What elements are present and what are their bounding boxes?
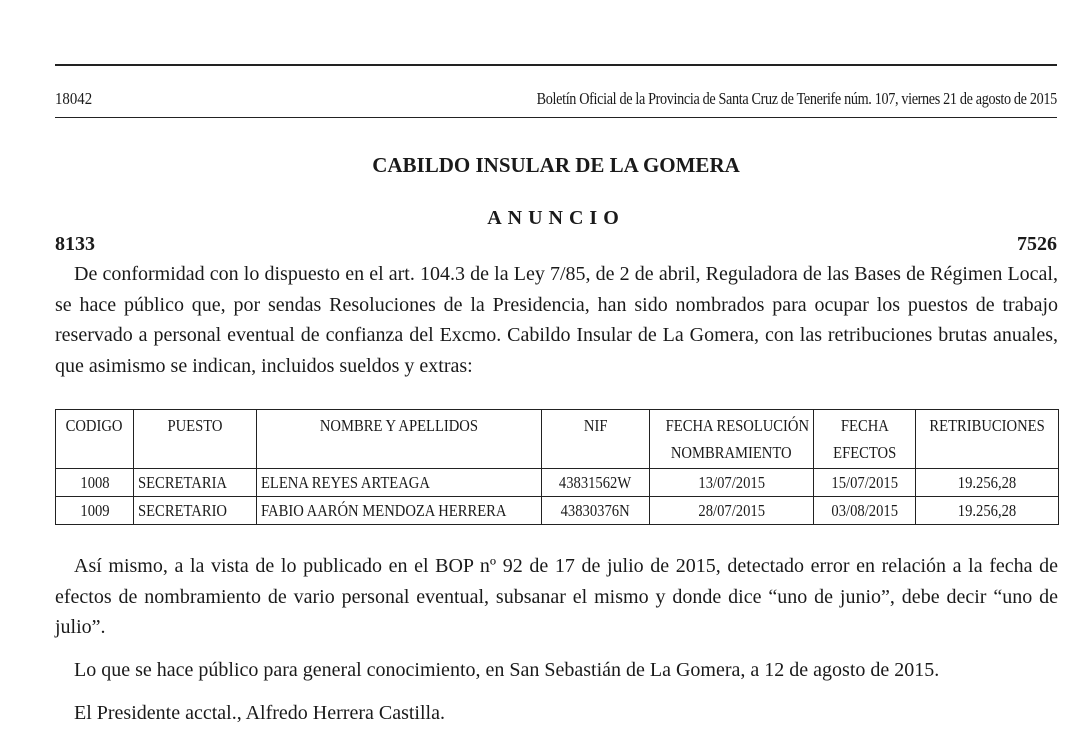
cell-nombre: ELENA REYES ARTEAGA bbox=[257, 469, 542, 497]
cell-codigo: 1008 bbox=[56, 469, 134, 497]
cell-fecha-efectos: 03/08/2015 bbox=[814, 497, 916, 525]
cell-fecha-efectos: 15/07/2015 bbox=[814, 469, 916, 497]
reference-left: 8133 bbox=[55, 233, 95, 255]
header-bottom-rule bbox=[55, 117, 1057, 118]
signature-line: El Presidente acctal., Alfredo Herrera Castilla. bbox=[74, 702, 445, 724]
header-nif: NIF bbox=[542, 410, 650, 469]
cell-nif: 43830376N bbox=[542, 497, 650, 525]
organization-title: CABILDO INSULAR DE LA GOMERA bbox=[372, 153, 740, 177]
cell-retribuciones: 19.256,28 bbox=[916, 497, 1059, 525]
intro-paragraph: De conformidad con lo dispuesto en el art. 104.3 de la Ley 7/85, de 2 de abril, Reguladora de las Bases de Régimen Local, se hace público que, por sendas Resoluciones de la Presidencia, han sido nombrados para ocupar los puestos de trabajo reservado a personal eventual de confianza del Excmo. Cabildo Insular de La Gomera, con las retribuciones brutas anuales, que asimismo se indican, incluidos sueldos y extras: bbox=[55, 263, 1058, 377]
table-row bbox=[56, 469, 1059, 497]
header-fecha-efectos: FECHA EFECTOS bbox=[814, 410, 916, 469]
cell-fecha-resolucion: 28/07/2015 bbox=[650, 497, 814, 525]
publication-paragraph: Lo que se hace público para general conocimiento, en San Sebastián de La Gomera, a 12 de agosto de 2015. bbox=[74, 659, 940, 681]
header-fecha-resolucion: FECHA RESOLUCIÓN NOMBRAMIENTO bbox=[650, 410, 814, 469]
header-puesto: PUESTO bbox=[134, 410, 257, 469]
table-header-row bbox=[56, 410, 1059, 469]
header-codigo: CODIGO bbox=[56, 410, 134, 469]
cell-puesto: SECRETARIA bbox=[134, 469, 257, 497]
cell-retribuciones: 19.256,28 bbox=[916, 469, 1059, 497]
publication-line: Boletín Oficial de la Provincia de Santa Cruz de Tenerife núm. 107, viernes 21 de agosto de 2015 bbox=[536, 89, 1057, 108]
header-nombre: NOMBRE Y APELLIDOS bbox=[257, 410, 542, 469]
header-retribuciones: RETRIBUCIONES bbox=[916, 410, 1059, 469]
reference-right: 7526 bbox=[1017, 233, 1057, 255]
cell-nif: 43831562W bbox=[542, 469, 650, 497]
notice-title: ANUNCIO bbox=[487, 207, 625, 229]
header-top-rule bbox=[55, 64, 1057, 66]
cell-nombre: FABIO AARÓN MENDOZA HERRERA bbox=[257, 497, 542, 525]
correction-paragraph: Así mismo, a la vista de lo publicado en el BOP nº 92 de 17 de julio de 2015, detectado error en relación a la fecha de efectos de nombramiento de vario personal eventual, subsanar el mismo y donde dice “uno de junio”, debe decir “uno de julio”. bbox=[55, 555, 1058, 638]
page-number: 18042 bbox=[55, 89, 93, 108]
reference-numbers bbox=[55, 233, 1057, 256]
cell-fecha-resolucion: 13/07/2015 bbox=[650, 469, 814, 497]
cell-puesto: SECRETARIO bbox=[134, 497, 257, 525]
staff-table bbox=[55, 409, 1059, 525]
page-header bbox=[55, 89, 1057, 109]
table-row bbox=[56, 497, 1059, 525]
cell-codigo: 1009 bbox=[56, 497, 134, 525]
